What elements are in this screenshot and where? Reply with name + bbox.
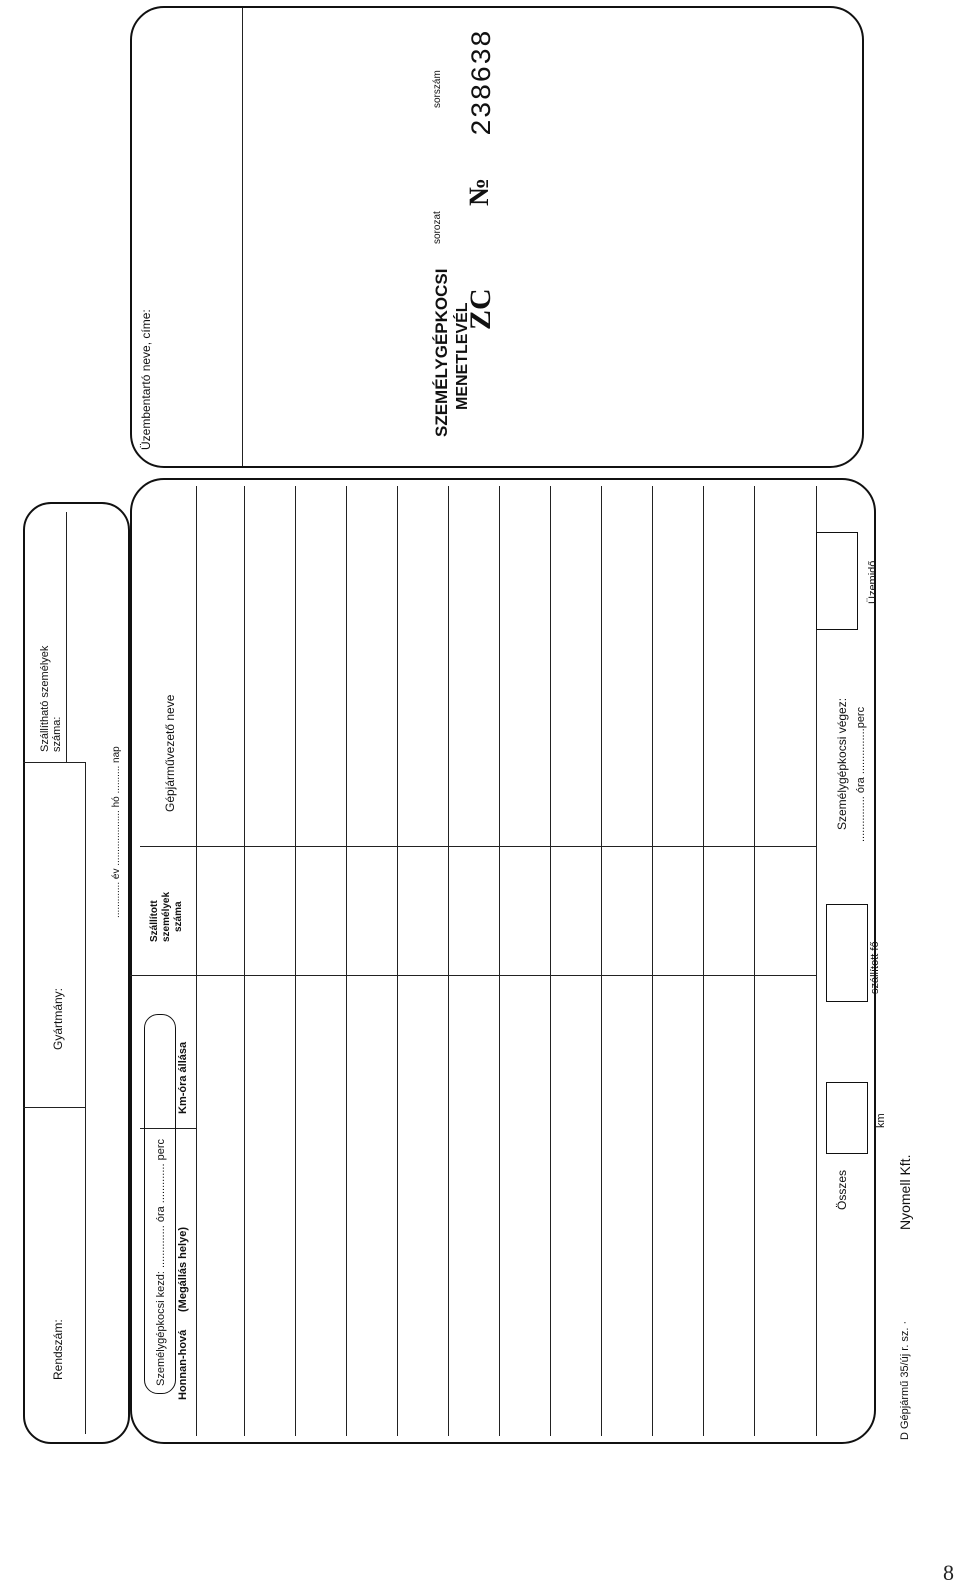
column-header-from-to-note: (Megállás helye) [177,1227,189,1312]
make-label: Gyártmány: [51,987,65,1050]
table-row [244,486,245,1436]
column-header-passengers-3: száma [173,901,184,932]
column-header-odometer: Km-óra állása [177,1041,189,1114]
total-km-box[interactable] [826,1082,868,1154]
operator-box [130,6,864,468]
column-header-passengers: Szállított [149,900,160,942]
operator-label: Üzembentartó neve, címe: [139,309,153,450]
series-label: sorozat [432,211,443,244]
series-value: ZC [464,288,497,330]
table-row [448,486,449,1436]
plate-label: Rendszám: [51,1319,65,1380]
table-row [754,486,755,1436]
end-label: Személygépkocsi végez: [835,697,849,830]
vehicle-divider-4 [85,762,86,1434]
start-label: Személygépkocsi kezd: .............. óra ............. perc [155,1139,167,1386]
vehicle-divider-1 [23,1107,85,1108]
vehicle-info-box [23,502,130,1444]
km-label: km [875,1113,887,1128]
form-title: SZEMÉLYGÉPKOCSI [432,268,451,437]
vehicle-divider-3 [66,512,67,762]
total-label: Összes [835,1169,849,1210]
vehicle-divider-2 [23,762,85,763]
table-row [601,486,602,1436]
form-subtitle: MENETLEVÉL [454,302,471,410]
table-row [499,486,500,1436]
capacity-label-2: száma: [51,716,63,752]
serial-number: 238638 [468,29,499,136]
table-row [346,486,347,1436]
column-header-driver: Gépjárművezető neve [163,694,177,812]
table-row [550,486,551,1436]
table-row [652,486,653,1436]
serial-label: sorszám [432,70,443,108]
capacity-label: Szállítható személyek [39,645,51,752]
operating-time-label: Üzemidő [867,560,879,604]
table-row [295,486,296,1436]
date-line: ............. év .................... hó .......... nap [111,746,122,918]
end-time-line: ............... óra ...............perc [855,706,867,842]
page-number: 8 [943,1560,954,1585]
column-divider-odometer [130,975,816,976]
operator-divider [242,8,243,466]
trip-table-box [130,478,876,1444]
total-persons-box[interactable] [826,904,868,1002]
operating-time-box[interactable] [816,532,858,630]
persons-label: szállított fő [869,941,881,994]
column-header-from-to: Honnan-hová [177,1329,189,1400]
printer-name: Nyomell Kft. [897,1154,913,1230]
table-row [703,486,704,1436]
number-sign: № [464,177,495,206]
form-code: D Gépjármű 35/új r. sz. · [899,1320,911,1440]
column-header-passengers-2: személyek [161,891,172,942]
column-divider-passengers [140,846,816,847]
header-separator [196,486,197,1436]
table-row [397,486,398,1436]
